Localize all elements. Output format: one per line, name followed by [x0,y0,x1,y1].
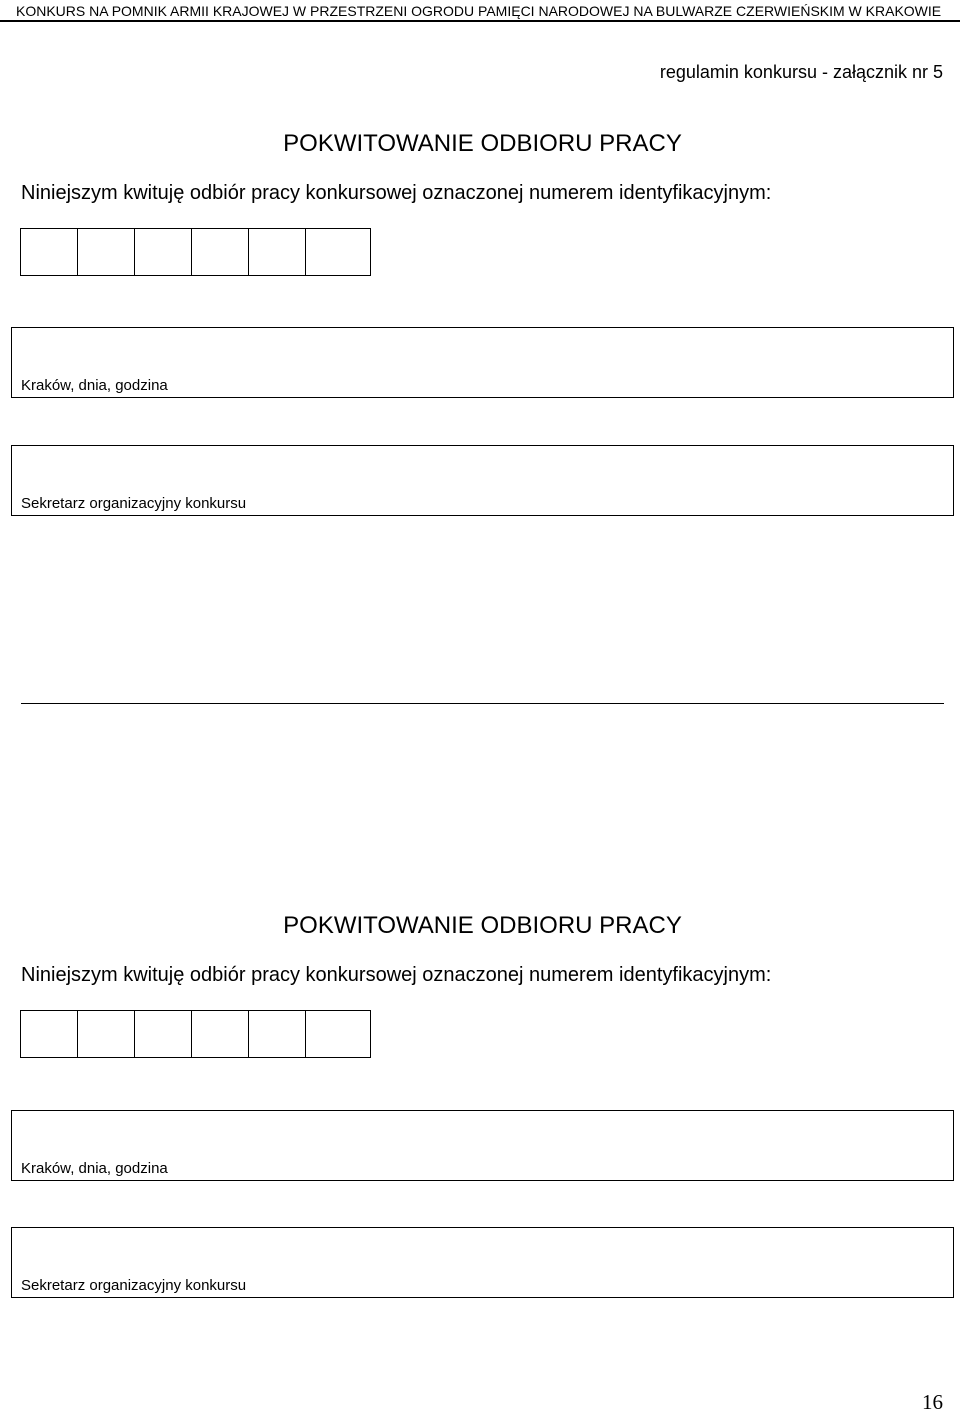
id-digit-box[interactable] [192,1011,249,1057]
id-digit-box[interactable] [249,229,306,275]
date-time-label: Kraków, dnia, godzina [21,1160,168,1177]
id-digit-box[interactable] [192,229,249,275]
id-digit-box[interactable] [249,1011,306,1057]
page-number: 16 [922,1390,943,1414]
cut-line-divider [21,703,944,704]
id-digit-box[interactable] [78,1011,135,1057]
receipt-title: POKWITOWANIE ODBIORU PRACY [283,912,682,939]
receipt-title: POKWITOWANIE ODBIORU PRACY [283,130,682,157]
id-digit-box[interactable] [21,229,78,275]
id-number-boxes [20,228,371,276]
receipt-statement: Niniejszym kwituję odbiór pracy konkursowej oznaczonej numerem identyfikacyjnym: [21,964,772,986]
date-time-label: Kraków, dnia, godzina [21,377,168,394]
id-digit-box[interactable] [306,229,370,275]
secretary-label: Sekretarz organizacyjny konkursu [21,1277,247,1294]
id-digit-box[interactable] [306,1011,370,1057]
date-time-field[interactable] [11,327,954,398]
date-time-field[interactable] [11,1110,954,1181]
id-digit-box[interactable] [21,1011,78,1057]
id-digit-box[interactable] [135,1011,192,1057]
id-number-boxes [20,1010,371,1058]
annex-label: regulamin konkursu - załącznik nr 5 [659,62,943,82]
secretary-label: Sekretarz organizacyjny konkursu [21,495,247,512]
secretary-signature-field[interactable] [11,1227,954,1298]
competition-title: KONKURS NA POMNIK ARMII KRAJOWEJ W PRZESTRZENI OGRODU PAMIĘCI NARODOWEJ NA BULWARZE CZERWIEŃSKIM W KRAKOWIE [16,3,942,19]
id-digit-box[interactable] [135,229,192,275]
document-header [0,0,960,22]
id-digit-box[interactable] [78,229,135,275]
receipt-statement: Niniejszym kwituję odbiór pracy konkursowej oznaczonej numerem identyfikacyjnym: [21,182,772,204]
secretary-signature-field[interactable] [11,445,954,516]
